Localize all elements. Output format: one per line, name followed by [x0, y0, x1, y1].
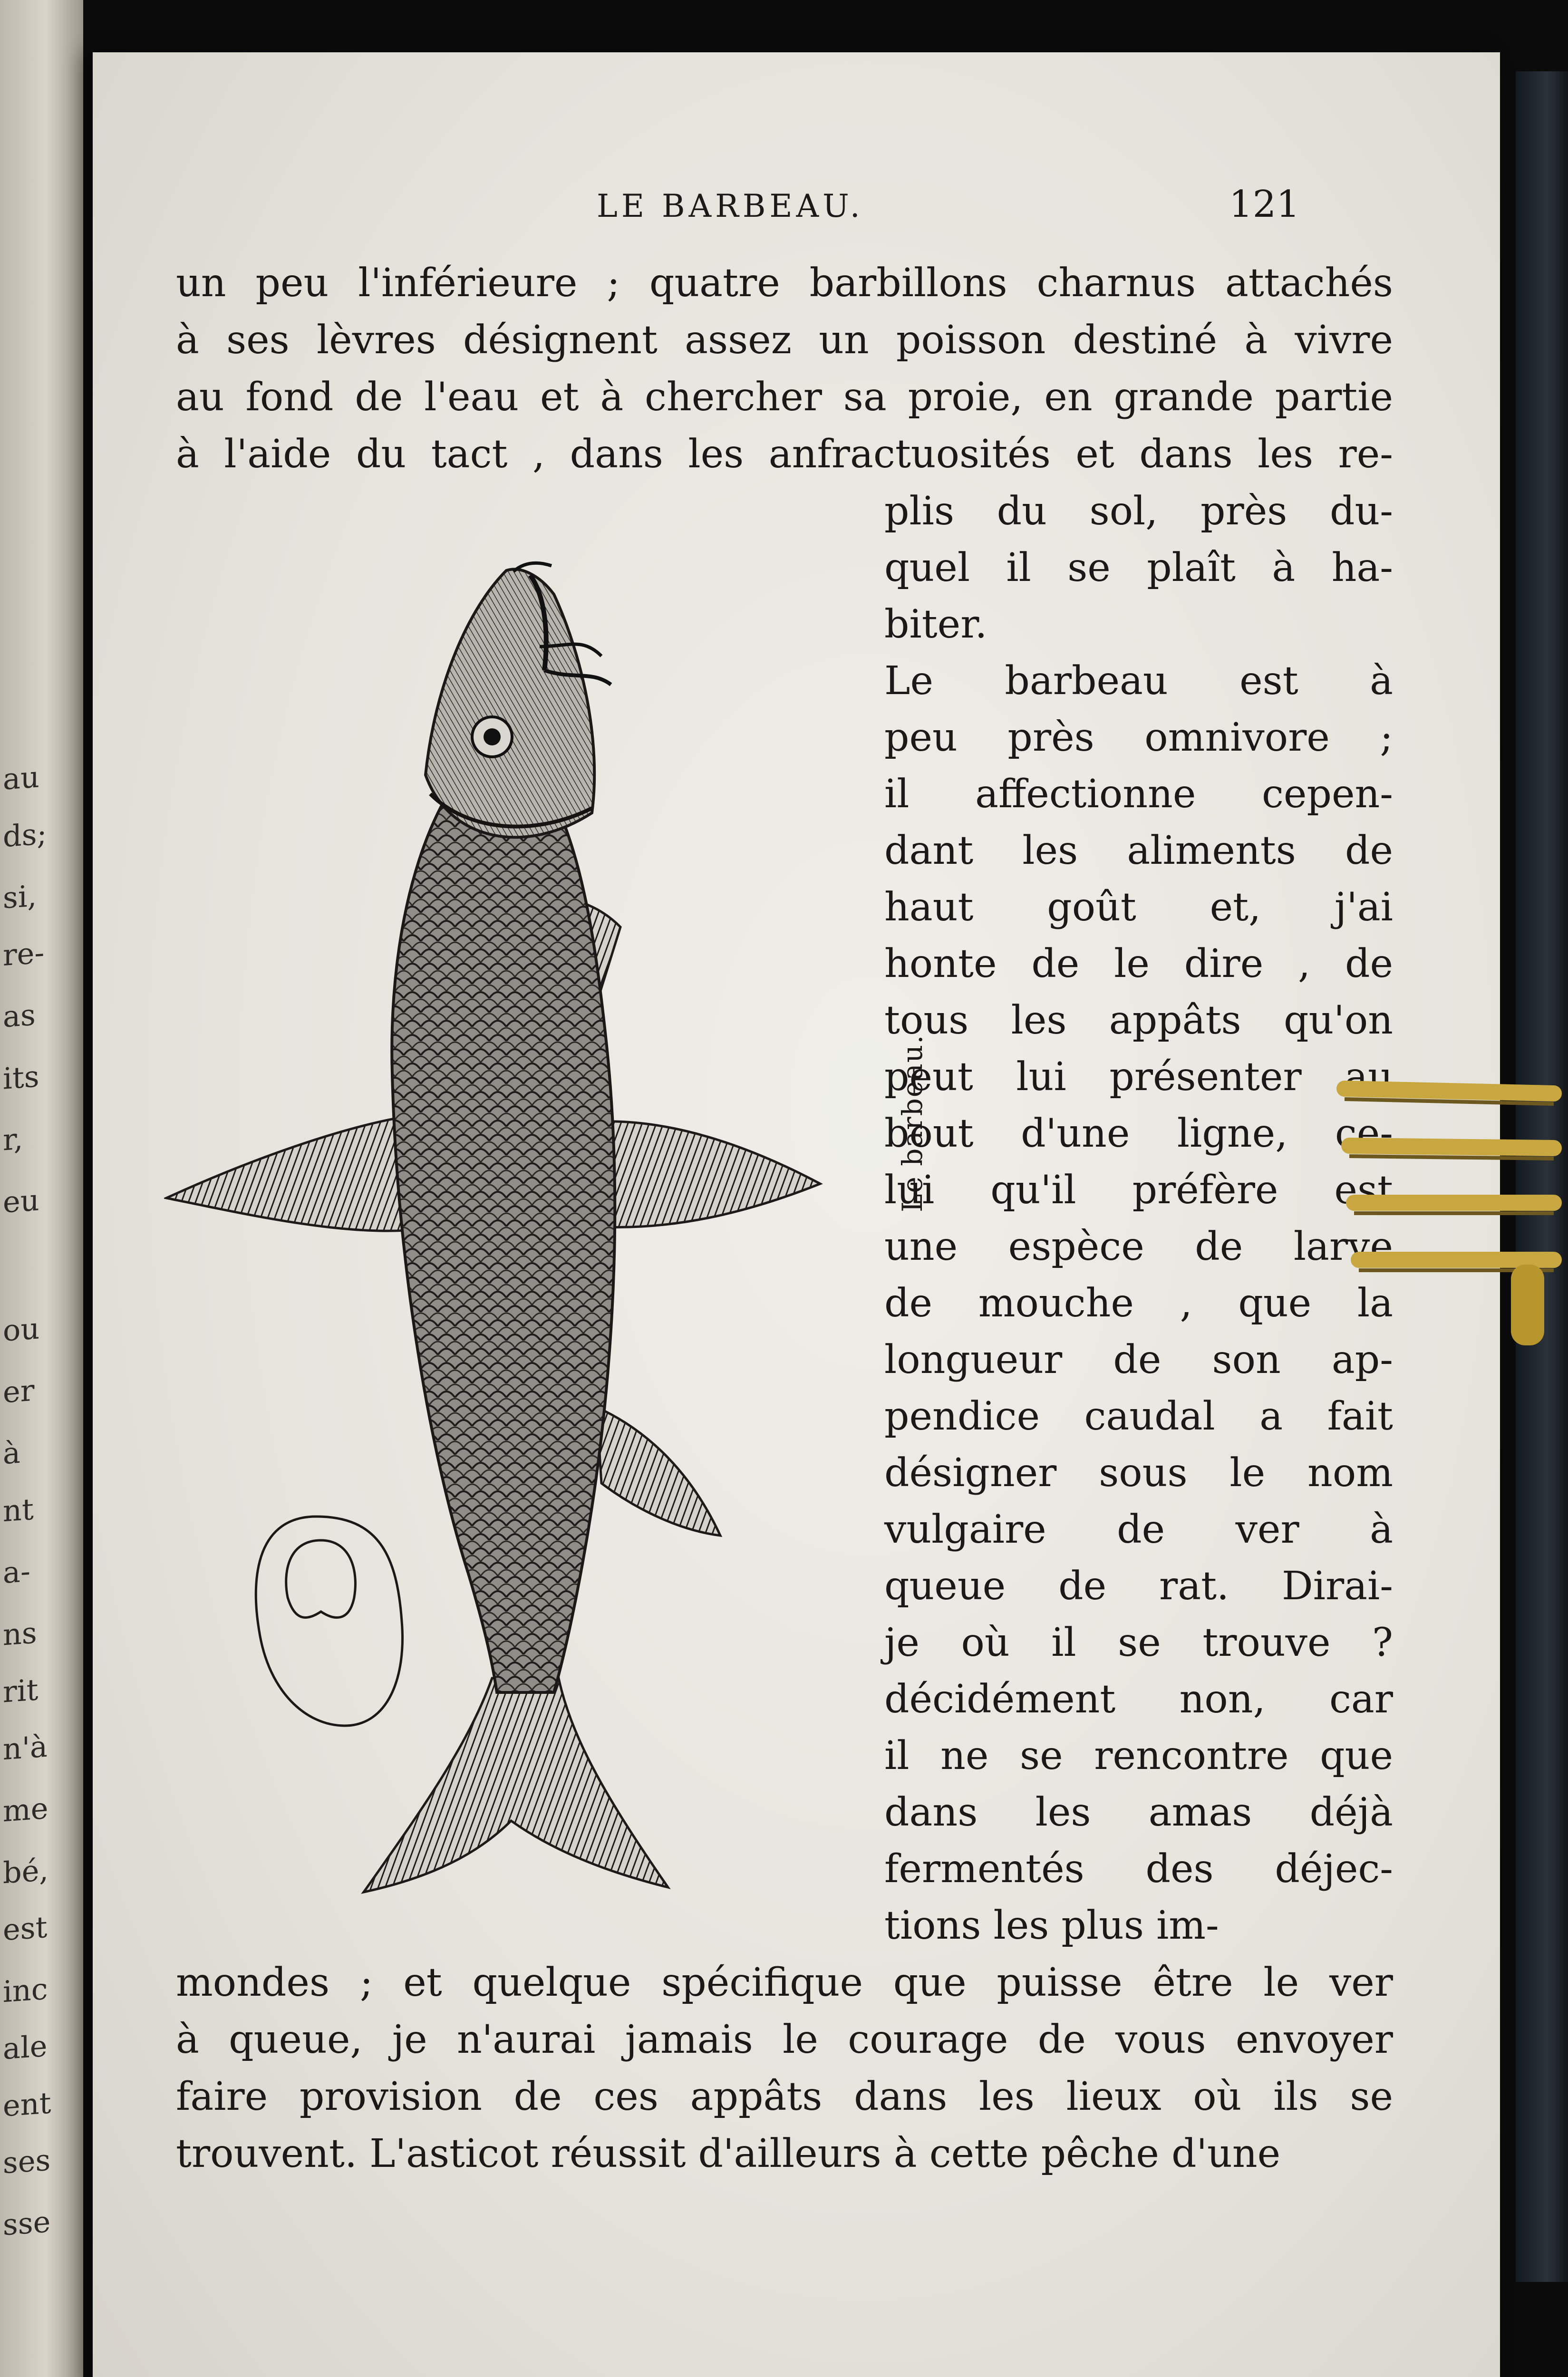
- left-page-text-fragment: inc: [3, 1971, 48, 2010]
- column-text-line: une espèce de larve: [884, 1224, 1393, 1269]
- left-page-text-fragment: as: [3, 997, 36, 1034]
- left-page-text-fragment: au: [3, 759, 39, 797]
- left-page-text-fragment: me: [3, 1790, 48, 1829]
- column-text-line: lui qu'il préfère est: [884, 1168, 1393, 1213]
- column-text-line: Le barbeau est à: [884, 658, 1393, 704]
- column-text-line: honte de le dire , de: [884, 941, 1393, 986]
- left-page-text-fragment: re-: [3, 935, 45, 973]
- column-text-line: plis du sol, près du-: [884, 489, 1393, 534]
- left-page-text-fragment: ds;: [3, 816, 47, 854]
- column-text-line: bout d'une ligne, ce-: [884, 1111, 1393, 1156]
- left-page-text-fragment: si,: [3, 878, 37, 916]
- text-line: à l'aide du tact , dans les anfractuosités et dans les re-: [176, 432, 1393, 477]
- left-page-text-fragment: ale: [3, 2028, 48, 2067]
- left-page-text-fragment: a-: [3, 1553, 30, 1591]
- left-page-text-fragment: r,: [3, 1121, 23, 1158]
- column-text-line: peut lui présenter au: [884, 1054, 1393, 1100]
- left-page-text-fragment: est: [3, 1909, 48, 1948]
- column-text-line: fermentés des déjec-: [884, 1846, 1393, 1892]
- page-number: 121: [1229, 183, 1300, 226]
- column-text-line: dant les aliments de: [884, 828, 1393, 873]
- column-text-line: il ne se rencontre que: [884, 1733, 1393, 1778]
- column-text-line: quel il se plaît à ha-: [884, 545, 1393, 590]
- left-page-text-fragment: ses: [3, 2142, 51, 2181]
- left-page-text-fragment: ns: [3, 1615, 37, 1652]
- left-page-text-fragment: à: [3, 1435, 20, 1471]
- column-text-line: peu près omnivore ;: [884, 715, 1393, 760]
- column-text-line: il affectionne cepen-: [884, 772, 1393, 817]
- left-page-text-fragment: ent: [3, 2085, 51, 2124]
- column-text-line: longueur de son ap-: [884, 1337, 1393, 1382]
- column-text-line: décidément non, car: [884, 1677, 1393, 1722]
- left-page-text-fragment: rit: [3, 1672, 39, 1710]
- column-text-line: désigner sous le nom: [884, 1450, 1393, 1496]
- left-page-text-fragment: ou: [3, 1311, 40, 1348]
- book-page: [93, 52, 1500, 2377]
- column-text-line: de mouche , que la: [884, 1281, 1393, 1326]
- running-head: LE BARBEAU.: [597, 188, 864, 224]
- barbel-fish-engraving: [164, 528, 877, 1954]
- column-text-line: dans les amas déjà: [884, 1790, 1393, 1835]
- left-page-text-fragment: nt: [3, 1491, 34, 1529]
- column-text-line: tions les plus im-: [884, 1903, 1219, 1948]
- text-line: trouvent. L'asticot réussit d'ailleurs à cette pêche d'une: [176, 2131, 1281, 2176]
- column-text-line: vulgaire de ver à: [884, 1507, 1393, 1552]
- column-text-line: queue de rat. Dirai-: [884, 1564, 1393, 1609]
- left-page-text-fragment: n'à: [3, 1729, 48, 1767]
- column-text-line: biter.: [884, 602, 987, 647]
- left-page-text-fragment: sse: [3, 2204, 51, 2242]
- column-text-line: pendice caudal a fait: [884, 1394, 1393, 1439]
- text-line: faire provision de ces appâts dans les lieux où ils se: [176, 2074, 1393, 2119]
- left-page-text-fragment: its: [3, 1059, 39, 1096]
- left-page-text-fragment: eu: [3, 1182, 39, 1220]
- left-page-text-fragment: er: [3, 1372, 35, 1410]
- column-text-line: haut goût et, j'ai: [884, 885, 1393, 930]
- binder-clip: [1330, 1060, 1568, 1355]
- figure-caption: Le barbeau.: [896, 1034, 929, 1212]
- left-page-edge: [0, 0, 83, 2377]
- text-line: au fond de l'eau et à chercher sa proie, en grande partie: [176, 375, 1393, 420]
- left-page-text-fragment: bé,: [3, 1852, 49, 1891]
- text-line: mondes ; et quelque spécifique que puisse être le ver: [176, 1960, 1393, 2005]
- column-text-line: tous les appâts qu'on: [884, 998, 1393, 1043]
- column-text-line: je où il se trouve ?: [884, 1620, 1393, 1665]
- text-line: à ses lèvres désignent assez un poisson destiné à vivre: [176, 318, 1393, 363]
- text-line: à queue, je n'aurai jamais le courage de vous envoyer: [176, 2017, 1393, 2062]
- text-line: un peu l'inférieure ; quatre barbillons charnus attachés: [176, 261, 1393, 306]
